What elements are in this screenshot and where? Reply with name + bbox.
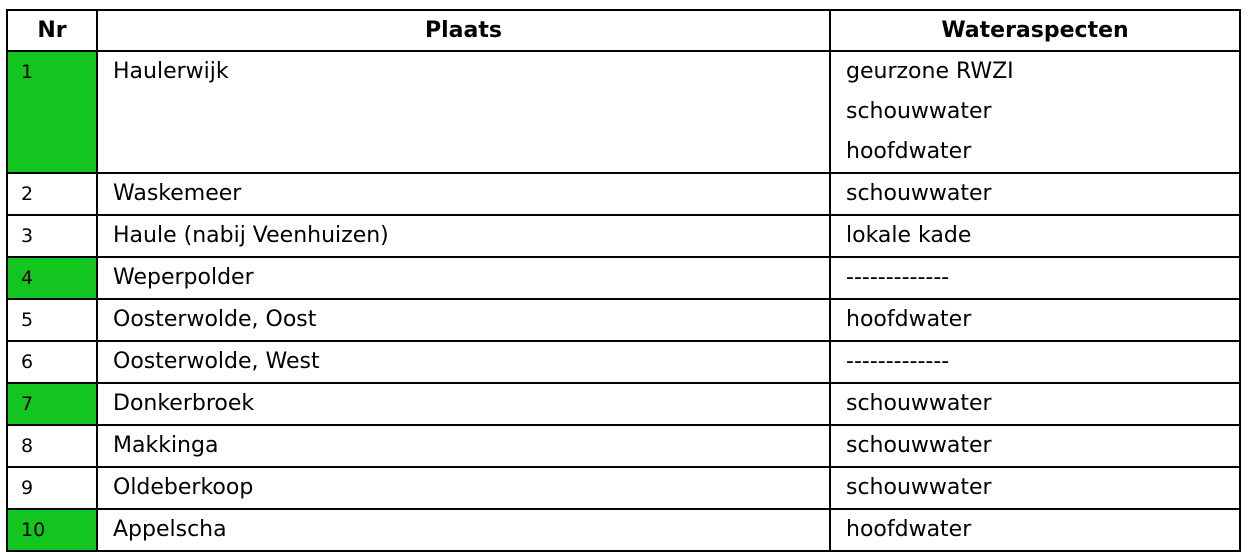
row-wateraspecten: schouwwater [830,173,1240,215]
row-wateraspecten: hoofdwater [830,299,1240,341]
row-plaats: Donkerbroek [97,383,830,425]
table-row [7,173,1240,215]
row-number: 4 [7,257,97,299]
aspect-item: hoofdwater [846,139,972,164]
row-plaats: Weperpolder [97,257,830,299]
row-number: 10 [7,509,97,551]
row-number: 7 [7,383,97,425]
table-row [7,215,1240,257]
table-row [7,509,1240,551]
table-row [7,299,1240,341]
row-wateraspecten: ------------- [830,257,1240,299]
row-number: 8 [7,425,97,467]
header-plaats: Plaats [97,10,830,51]
table-row [7,257,1240,299]
row-wateraspecten [830,51,1240,173]
header-wateraspecten: Wateraspecten [830,10,1240,51]
row-plaats: Oosterwolde, Oost [97,299,830,341]
row-plaats: Oosterwolde, West [97,341,830,383]
header-nr: Nr [7,10,97,51]
row-plaats: Oldeberkoop [97,467,830,509]
row-plaats: Haulerwijk [97,51,830,173]
row-wateraspecten: schouwwater [830,467,1240,509]
row-plaats: Makkinga [97,425,830,467]
row-plaats: Haule (nabij Veenhuizen) [97,215,830,257]
row-number: 3 [7,215,97,257]
row-number: 6 [7,341,97,383]
row-number: 2 [7,173,97,215]
table-row [7,383,1240,425]
row-number: 1 [7,51,97,173]
aspect-item: schouwwater [846,99,992,124]
row-plaats: Waskemeer [97,173,830,215]
row-number: 5 [7,299,97,341]
row-number: 9 [7,467,97,509]
table-row [7,341,1240,383]
row-plaats: Appelscha [97,509,830,551]
row-wateraspecten: hoofdwater [830,509,1240,551]
table-row [7,467,1240,509]
header-row [7,10,1240,51]
aspect-item: geurzone RWZI [846,59,1014,84]
row-wateraspecten: schouwwater [830,383,1240,425]
row-wateraspecten: lokale kade [830,215,1240,257]
locations-table [6,9,1241,552]
row-wateraspecten: schouwwater [830,425,1240,467]
table-row [7,425,1240,467]
table-row [7,51,1240,173]
row-wateraspecten: ------------- [830,341,1240,383]
